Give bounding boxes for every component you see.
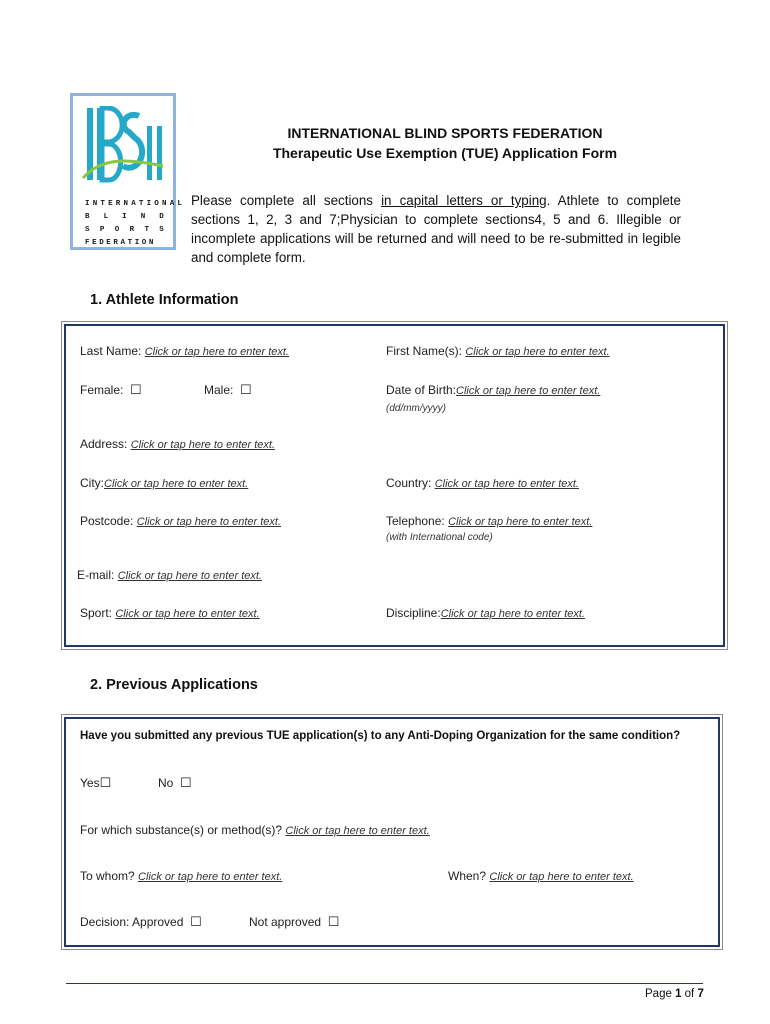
when-field[interactable]: When? Click or tap here to enter text. — [448, 869, 634, 883]
yes-option: Yes☐ — [80, 775, 112, 790]
logo-line-2: B L I N D — [85, 213, 167, 221]
page-number: Page 1 of 7 — [645, 988, 704, 1000]
intro-paragraph: Please complete all sections in capital letters or typing. Athlete to complete sections 1, 2, 3 and 7;Physician to complete sections4, 5 and 6. Illegible or incomplete applications will be returned and will need to be re-submitted in legible and complete form. — [191, 193, 681, 265]
section-1-heading: 1. Athlete Information — [90, 292, 239, 308]
page-title: INTERNATIONAL BLIND SPORTS FEDERATION — [287, 125, 603, 141]
to-whom-field[interactable]: To whom? Click or tap here to enter text. — [80, 869, 283, 883]
discipline-field[interactable]: Discipline:Click or tap here to enter text. — [386, 606, 585, 620]
intro-emphasis: in capital letters or typing — [381, 193, 547, 208]
not-approved-option: Not approved ☐ — [249, 914, 340, 929]
email-field[interactable]: E-mail: Click or tap here to enter text. — [77, 568, 262, 582]
substance-field[interactable]: For which substance(s) or method(s)? Click or tap here to enter text. — [80, 823, 430, 837]
section-2-heading: 2. Previous Applications — [90, 677, 258, 693]
date-of-birth-hint: (dd/mm/yyyy) — [386, 403, 446, 414]
footer-divider — [66, 983, 703, 984]
ibsa-logo — [70, 93, 186, 250]
no-checkbox[interactable]: ☐ — [180, 775, 192, 790]
page-subtitle: Therapeutic Use Exemption (TUE) Application Form — [272, 145, 618, 161]
telephone-field[interactable]: Telephone: Click or tap here to enter text. — [386, 514, 593, 528]
country-field[interactable]: Country: Click or tap here to enter text. — [386, 476, 579, 490]
date-of-birth-field[interactable]: Date of Birth:Click or tap here to enter text. — [386, 383, 601, 397]
logo-line-4: FEDERATION — [85, 239, 157, 247]
no-option: No ☐ — [158, 775, 192, 790]
female-checkbox[interactable]: ☐ — [130, 382, 142, 397]
logo-line-1: INTERNATIONAL — [85, 200, 186, 208]
last-name-field[interactable]: Last Name: Click or tap here to enter text. — [80, 344, 289, 358]
city-field[interactable]: City:Click or tap here to enter text. — [80, 476, 249, 490]
ibsa-logo-mark — [81, 106, 165, 196]
logo-line-3: S P O R T S — [85, 226, 167, 234]
sport-field[interactable]: Sport: Click or tap here to enter text. — [80, 606, 260, 620]
male-checkbox[interactable]: ☐ — [240, 382, 252, 397]
address-field[interactable]: Address: Click or tap here to enter text. — [80, 437, 275, 451]
decision-approved-option: Decision: Approved ☐ — [80, 914, 202, 929]
not-approved-checkbox[interactable]: ☐ — [327, 914, 340, 929]
first-names-field[interactable]: First Name(s): Click or tap here to enter text. — [386, 344, 610, 358]
approved-checkbox[interactable]: ☐ — [190, 914, 202, 929]
telephone-hint: (with International code) — [386, 532, 493, 543]
previous-tue-question: Have you submitted any previous TUE application(s) to any Anti-Doping Organization for the same condition? — [80, 730, 681, 742]
male-option: Male: ☐ — [204, 382, 252, 397]
postcode-field[interactable]: Postcode: Click or tap here to enter text. — [80, 514, 282, 528]
yes-checkbox[interactable]: ☐ — [99, 775, 112, 790]
female-option: Female: ☐ — [80, 382, 142, 397]
